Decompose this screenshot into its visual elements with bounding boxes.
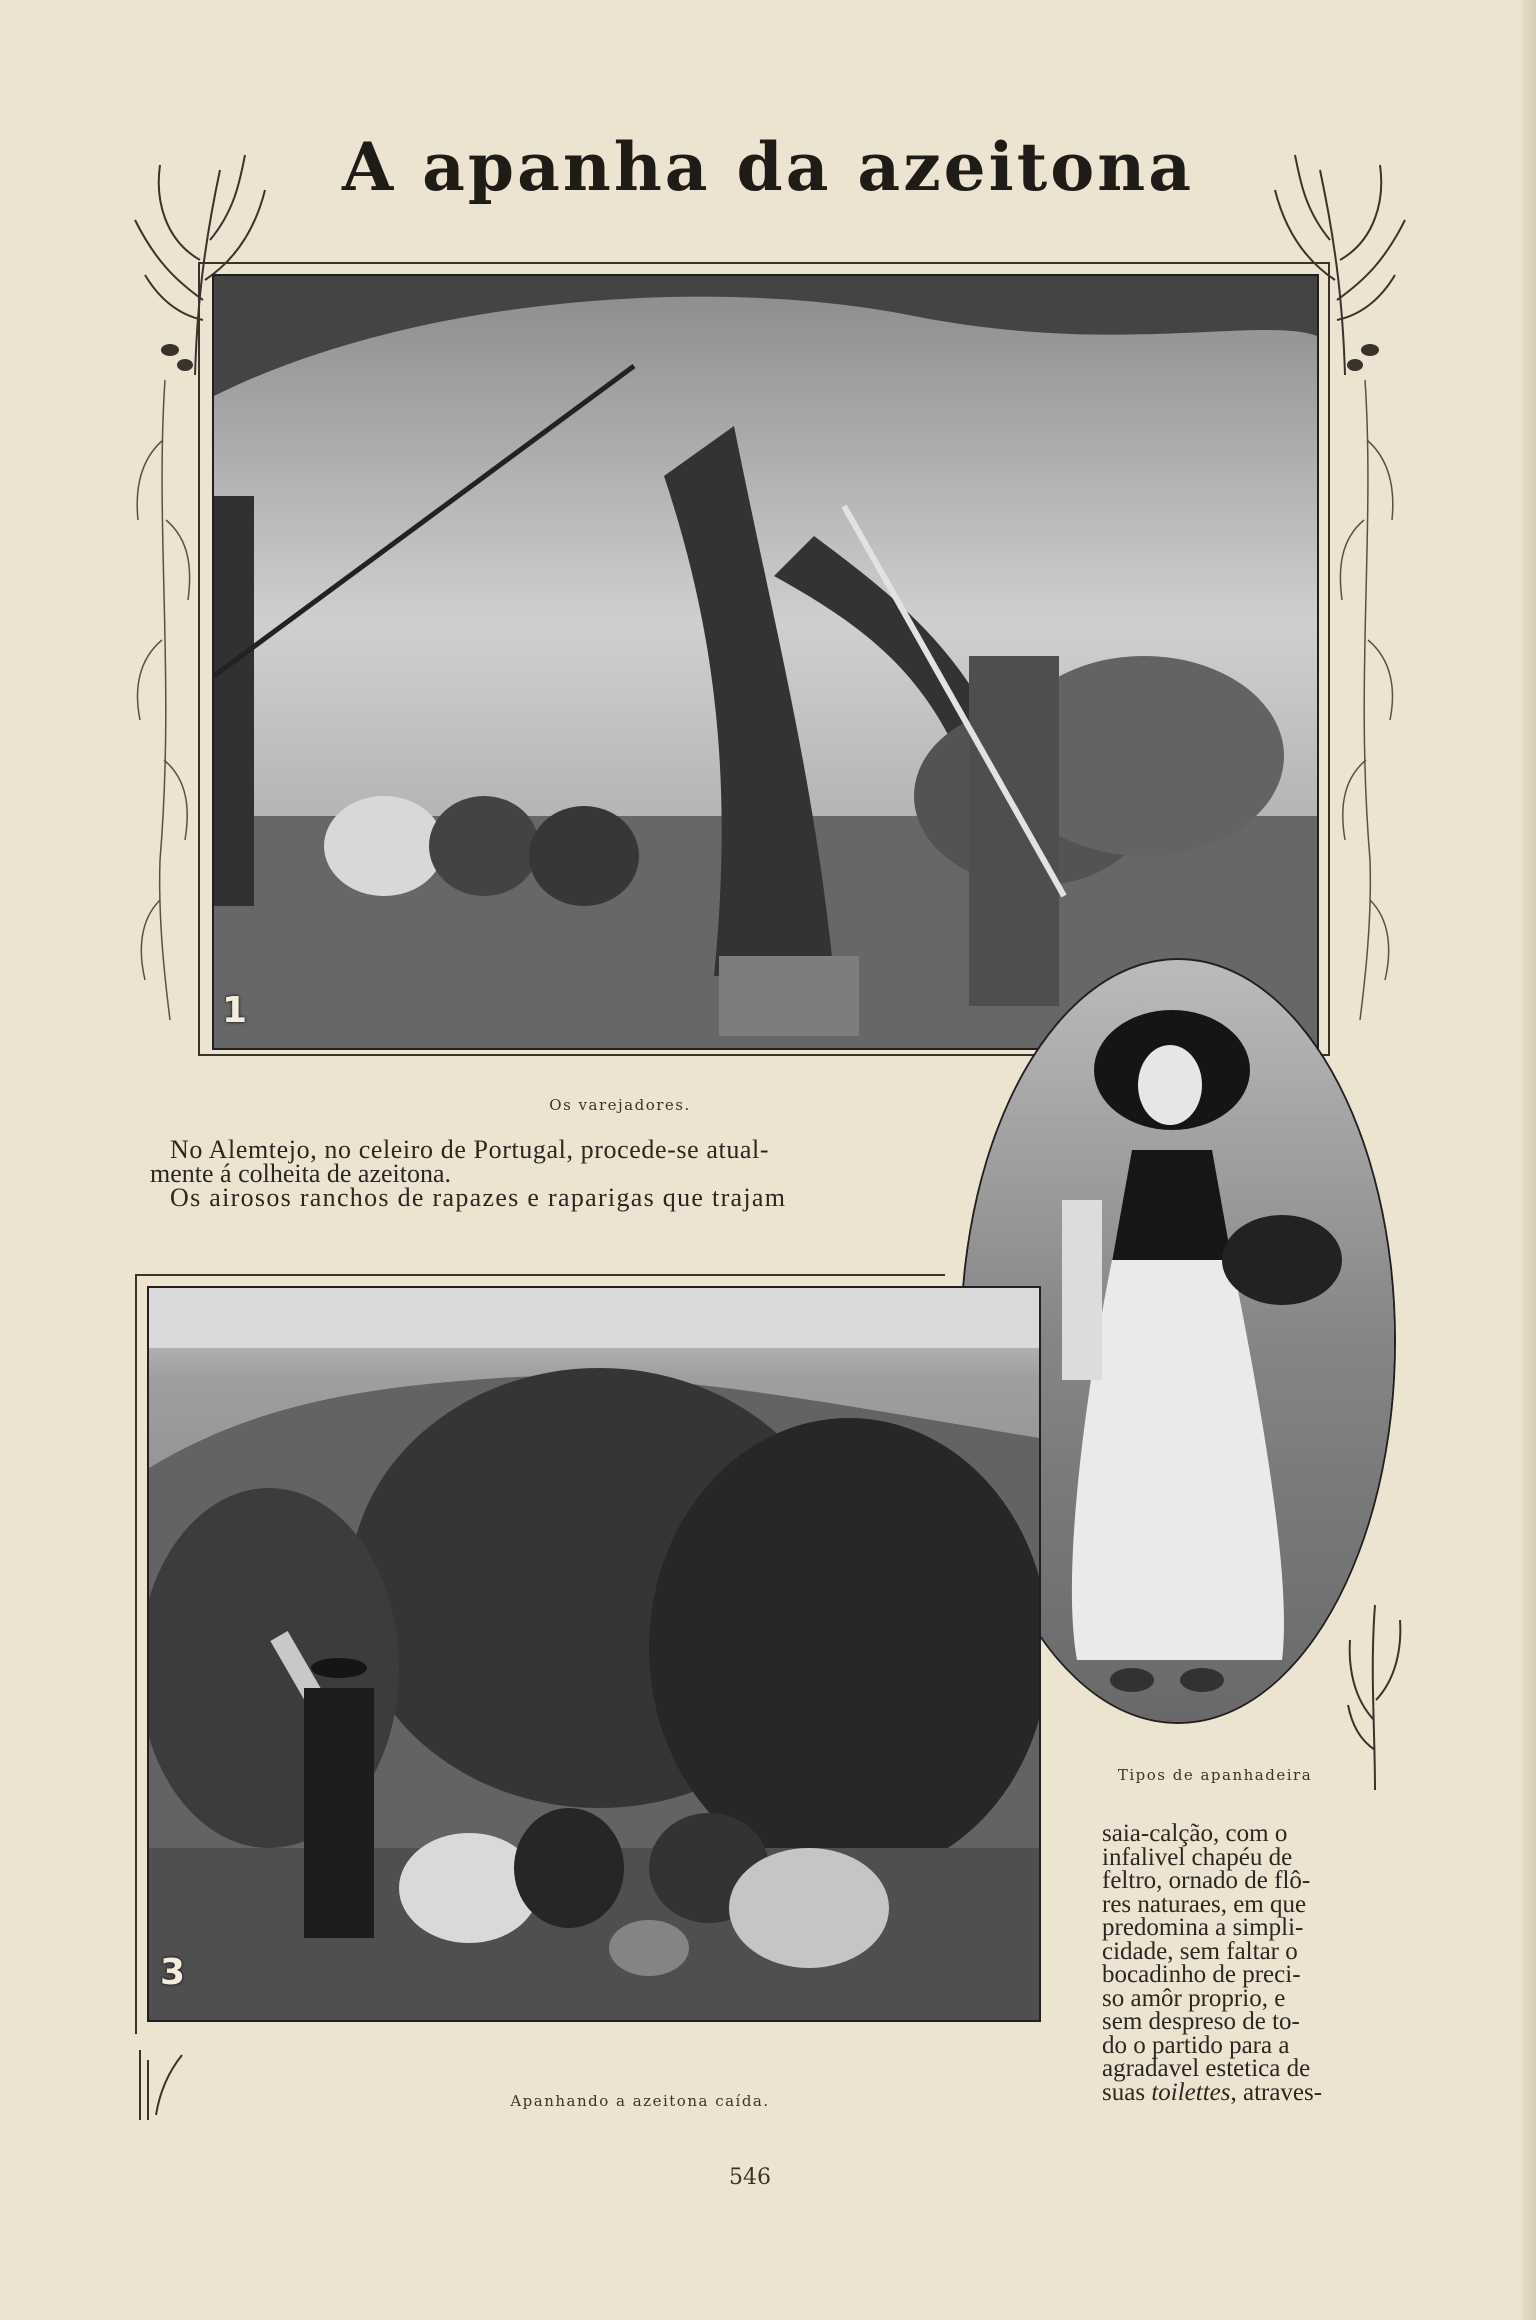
photo-3-caption: Apanhando a azeitona caída. [510,2092,770,2110]
intro-line-2: mente á colheita de azeitona. [150,1159,452,1188]
intro-line-3: Os airosos ranchos de rapazes e raparigas que trajam [170,1183,787,1212]
olive-sprig-lower-left-icon [130,2030,190,2120]
olive-branch-left-border-icon [130,380,200,1020]
column-last-before: suas [1102,2078,1152,2106]
photo-2-caption: Tipos de apanhadeira [1117,1766,1313,1784]
column-last-after: , atraves- [1230,2078,1323,2106]
photo-1-caption: Os varejadores. [549,1096,691,1114]
photo-varejadores [212,274,1319,1050]
photo-azeitona-caida [147,1286,1041,2022]
column-line: res naturaes, em que [1102,1890,1307,1918]
page-title: A apanha da azeitona [341,128,1195,206]
column-line: sem despreso de to- [1102,2008,1300,2035]
photo-3-number: 3 [160,1952,186,1993]
column-line: cidade, sem faltar o [1102,1937,1298,1965]
page-edge [1522,0,1536,2320]
divider-rule-middle [135,1274,945,1276]
intro-line-1: No Alemtejo, no celeiro de Portugal, procede-se atual- [170,1135,770,1164]
column-line: agradavel estetica de [1102,2055,1311,2082]
photo-1-number: 1 [222,990,248,1031]
olive-harvest-scene-3-icon [149,1288,1039,2020]
page-number: 546 [729,2165,771,2190]
column-last-italic: toilettes [1151,2078,1231,2106]
column-line: saia-calção, com o [1102,1820,1288,1847]
olive-branch-right-border-icon [1330,380,1400,1020]
column-line: bocadinho de preci- [1102,1961,1301,1988]
column-line: so amôr proprio, e [1102,1984,1286,2012]
column-text [1102,1822,1382,2104]
column-line: do o partido para a [1102,2031,1290,2059]
column-line: infalivel chapéu de [1102,1843,1293,1871]
column-line: predomina a simpli- [1102,1914,1304,1941]
column-line: feltro, ornado de flô- [1102,1867,1311,1894]
divider-rule-left [135,1274,137,2034]
olive-sprig-lower-right-icon [1340,1600,1410,1790]
column-line-last [1102,2078,1382,2106]
olive-harvest-scene-1-icon [214,276,1317,1048]
